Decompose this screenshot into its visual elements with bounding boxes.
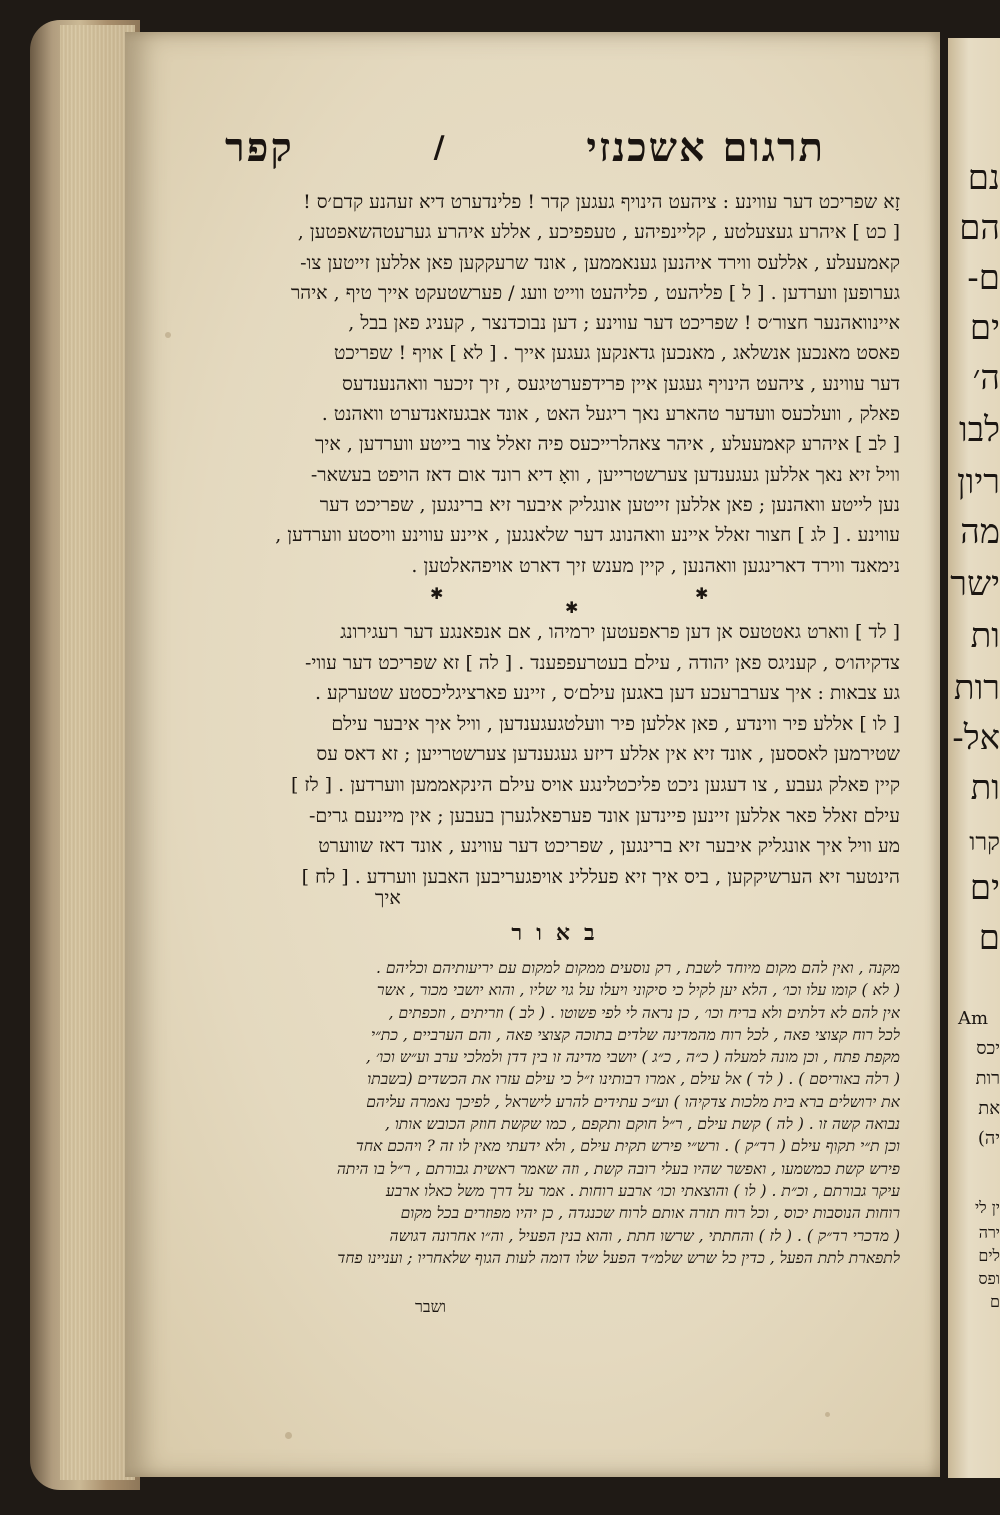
facing-text-fragment: ופס <box>978 1269 1000 1288</box>
foxing-spot <box>285 1432 292 1439</box>
text-line: [ לב ] איהרע קאמעעלע , איהר צאהלרייכעס פיה זאלל צור בייטע ווערדען , איך <box>315 433 900 456</box>
running-head <box>225 112 825 182</box>
facing-text-fragment: לים <box>978 1246 1000 1265</box>
text-line: איינוואהנער חצור׳ס ! שפריכט דער עווינע ; דען נבוכדנצר , קעניג פאן בבל , <box>348 312 900 335</box>
book-page <box>125 32 940 1477</box>
text-line: עווינע . [ לג ] חצור זאלל איינע וואהנונג דער שלאנגען , איינע עווינע וויסטע ווערדען , <box>275 524 900 547</box>
facing-text-fragment: Am <box>958 1008 989 1029</box>
commentary-heading: באור <box>511 920 609 946</box>
commentary-catchword: ושבר <box>415 1297 446 1316</box>
facing-text-fragment: ה׳ <box>972 358 1000 398</box>
text-line: הינטער זיא הערשיקקען , ביס איך זיא פעללינ אויפגעריבען האבען ווערדע . [ לח ] <box>301 865 900 888</box>
asterisk-ornament: ✱ <box>695 584 709 603</box>
commentary-line: עיקר גבורתם , וכ״ת . ( לו ) והוצאתי וכו׳ ארבע רוחות . אמר על דרך משל כאלו ארבע <box>385 1181 900 1200</box>
facing-page-edge <box>948 38 1000 1478</box>
text-line: פאסט מאנכען אנשלאג , מאנכען גדאנקען געגען אייך . [ לא ] אויף ! שפריכט <box>334 342 900 365</box>
commentary-line: את ירושלים ברא בית מלכות צדקיהו ) וע״כ עתידים להרע לישראל , לפיכך נאמרה עליהם <box>366 1092 900 1111</box>
asterisk-ornament: ✱ <box>565 598 579 617</box>
text-line: גע צבאות : איך צערברעכע דען באגען עילם׳ס , זיינע פארציגליכסטע שטערקע . <box>314 682 900 705</box>
commentary-line: מקנה , ואין להם מקום מיוחד לשבת , רק נוסעים ממקום למקום עם יריעותיהם וכליהם . <box>376 959 900 977</box>
commentary-line: ( מדכרי רד״ק ) . ( לז ) והחתתי , שרשו חתת , והוא בנין הפעיל , וה״ו אחרונה דגושה <box>389 1226 900 1245</box>
text-line: [ לד ] ווארט גאטטעס אן דען פראפעטען ירמיהו , אם אנפאנגע דער רעגירונג <box>340 621 900 643</box>
commentary-line: לתפארת לתת הפעל , כדין כל שרש שלמ״ד הפעל שלו דומה לעות הגוף שלאחריו ; ועניינו פחד <box>337 1248 900 1267</box>
text-line: זָא שפריכט דער עווינע : ציהעט הינויף געגען קדר ! פלינדערט דיא זעהנע קדם׳ס ! <box>303 191 900 213</box>
facing-text-fragment: קרו <box>969 828 1000 856</box>
text-line: קאמעעלע , אללעס ווירד איהנען גענאממען , אונד שרעקקען פאן אללען זייטען צו- <box>300 251 900 274</box>
facing-text-fragment: יה) <box>977 1128 1000 1149</box>
facing-text-fragment: הם <box>959 208 1000 248</box>
running-head-separator: / <box>433 129 447 165</box>
commentary-line: ( לא ) קומו עלו וכו׳ , הלא יען לקיל כי סיקוני ויעלו על גוי שליו , והוא יושבי מכור , אשר <box>376 981 900 1000</box>
text-line: צדקיהו׳ס , קעניגס פאן יהודה , עילם בעטרעפפענד . [ לה ] זא שפריכט דער עווי- <box>305 651 900 674</box>
text-line: נימאנד ווירד דארינגען וואהנען , קיין מענש זיך דארט אויפהאלטען . <box>411 554 900 577</box>
commentary-line: מקפת פתח , וכן מונה למעלה ( כ״ה , כ״ג ) יושבי מדינה זו בין דדן ולמלכי ערב וע״ש וכו׳ , <box>365 1048 900 1067</box>
facing-text-fragment: ם <box>990 1292 1000 1311</box>
text-line: נען לייטע וואהנען ; פאן אללען זייטען אונגליק איבער זיא ברינגען , שפריכט דער <box>319 493 900 516</box>
commentary-line: וכן ת״י תקוף עילם ( רד״ק ) . ורש״י פירש תקית עילם , ולא ידעתי מאין לו זה ? ויהכם אחד <box>355 1137 900 1156</box>
facing-text-fragment: ישר <box>950 564 1000 604</box>
facing-text-fragment: את <box>978 1098 1000 1119</box>
facing-text-fragment: ם <box>978 918 1000 958</box>
facing-text-fragment: ים <box>969 868 1000 908</box>
foxing-spot <box>165 332 171 338</box>
facing-text-fragment: ריון <box>957 462 1000 502</box>
main-text-block-1 <box>220 187 900 581</box>
text-line: [ לו ] אללע פיר ווינדע , פאן אללען פיר וועלטגעגענדען , וויל איך איבער עילם <box>331 712 900 735</box>
facing-text-fragment: רות <box>953 668 1000 708</box>
text-line: דער עווינע , ציהעט הינויף געגען איין פרידפערטיגעס , זיך זיכער וואהנענדעס <box>342 372 900 395</box>
text-line: שטירמען לאססען , אונד זיא אין אללע דיזע געגענדען צערשטרייען ; זא דאס עס <box>316 743 900 766</box>
commentary-line: אין להם לא דלתים ולא בריח וכו׳ , כן נראה לי לפי פשוטו . ( לב ) וזריתים , וזכפתים , <box>388 1003 900 1022</box>
facing-text-fragment: רות <box>975 1068 1000 1089</box>
text-line: גערופען ווערדען . [ ל ] פליהעט , פליהעט ווייט וועג / פערשטעקט אייך טיף , איהר <box>290 281 900 304</box>
facing-text-fragment: ות <box>970 768 1000 808</box>
commentary-line: פירש קשת כמשמעו , ואפשר שהיו בעלי רובה קשת , וזה שאמר ראשית גבורתם , ר״ל בו היתה <box>336 1159 900 1178</box>
text-line: פאלק , וועלכעס וועדער טהארע נאך ריגעל האט , אונד אבגעזאנדערט וואהנט . <box>321 403 900 426</box>
catchword: איך <box>375 887 401 909</box>
commentary-block <box>220 957 900 1269</box>
facing-text-fragment: ם- <box>967 258 1000 298</box>
facing-text-fragment: נם <box>967 158 1000 198</box>
commentary-line: ( רלה באוריסם ) . ( לד ) אל עילם , אמרו רבותינו ז״ל כי עילם עזרו את הכשדים (בשבתו <box>367 1070 900 1089</box>
running-head-title: תרגום אשכנזי <box>586 123 825 171</box>
facing-text-fragment: ים <box>969 308 1000 348</box>
facing-text-fragment: ות <box>970 616 1000 656</box>
asterisk-ornament: ✱ <box>430 584 444 603</box>
page-number: קפר <box>225 123 294 171</box>
commentary-line: לכל רוח קצוצי פאה , לכל רוח מהמדינה שלדים בתוכה קצוצי פאה , והם הערביים , כת״י <box>370 1025 900 1044</box>
facing-text-fragment: לבו <box>959 410 1000 450</box>
page-stack <box>60 25 135 1480</box>
facing-text-fragment: מה <box>960 512 1000 552</box>
foxing-spot <box>825 1412 830 1417</box>
text-line: קיין פאלק געבע , צו דעגען ניכט פליכטלינגע אויס עילם הינקאממען ווערדען . [ לז ] <box>290 773 900 796</box>
text-line: וויל זיא נאך אללען געגענדען צערשטרייען , וואָ דיא רונד אום דאז הויפט בעשאר- <box>310 463 900 486</box>
text-line: מע וויל איך אונגליק איבער זיא ברינגען , שפריכט דער עווינע , אונד דאז שווערט <box>318 835 900 858</box>
facing-text-fragment: אל- <box>952 718 1000 758</box>
facing-text-fragment: ין לי <box>974 1198 1000 1217</box>
commentary-line: נבואה קשה זו . ( לה ) קשת עילם , ר״ל חוקם ותקפם , כמו שקשת חוזק הכובש אותו , <box>384 1115 900 1134</box>
text-line: [ כט ] איהרע געצעלטע , קליינפיהע , טעפפיכע , אללע איהרע גערעטהשאפטען , <box>297 221 900 244</box>
facing-text-fragment: ירה <box>978 1223 1000 1242</box>
facing-text-fragment: יכס <box>976 1038 1000 1059</box>
commentary-line: רוחות הנוסבות יכוס , וכל רוח תזרה אותם לרוח שכנגדה , כן יהיו מפוזרים בכל מקום <box>400 1204 900 1223</box>
main-text-block-2 <box>220 617 900 892</box>
text-line: עילם זאלל פאר אללען זיינען פיינדען אונד פערפאלגערן בעבען ; אין מיינעם גרים- <box>309 804 900 827</box>
